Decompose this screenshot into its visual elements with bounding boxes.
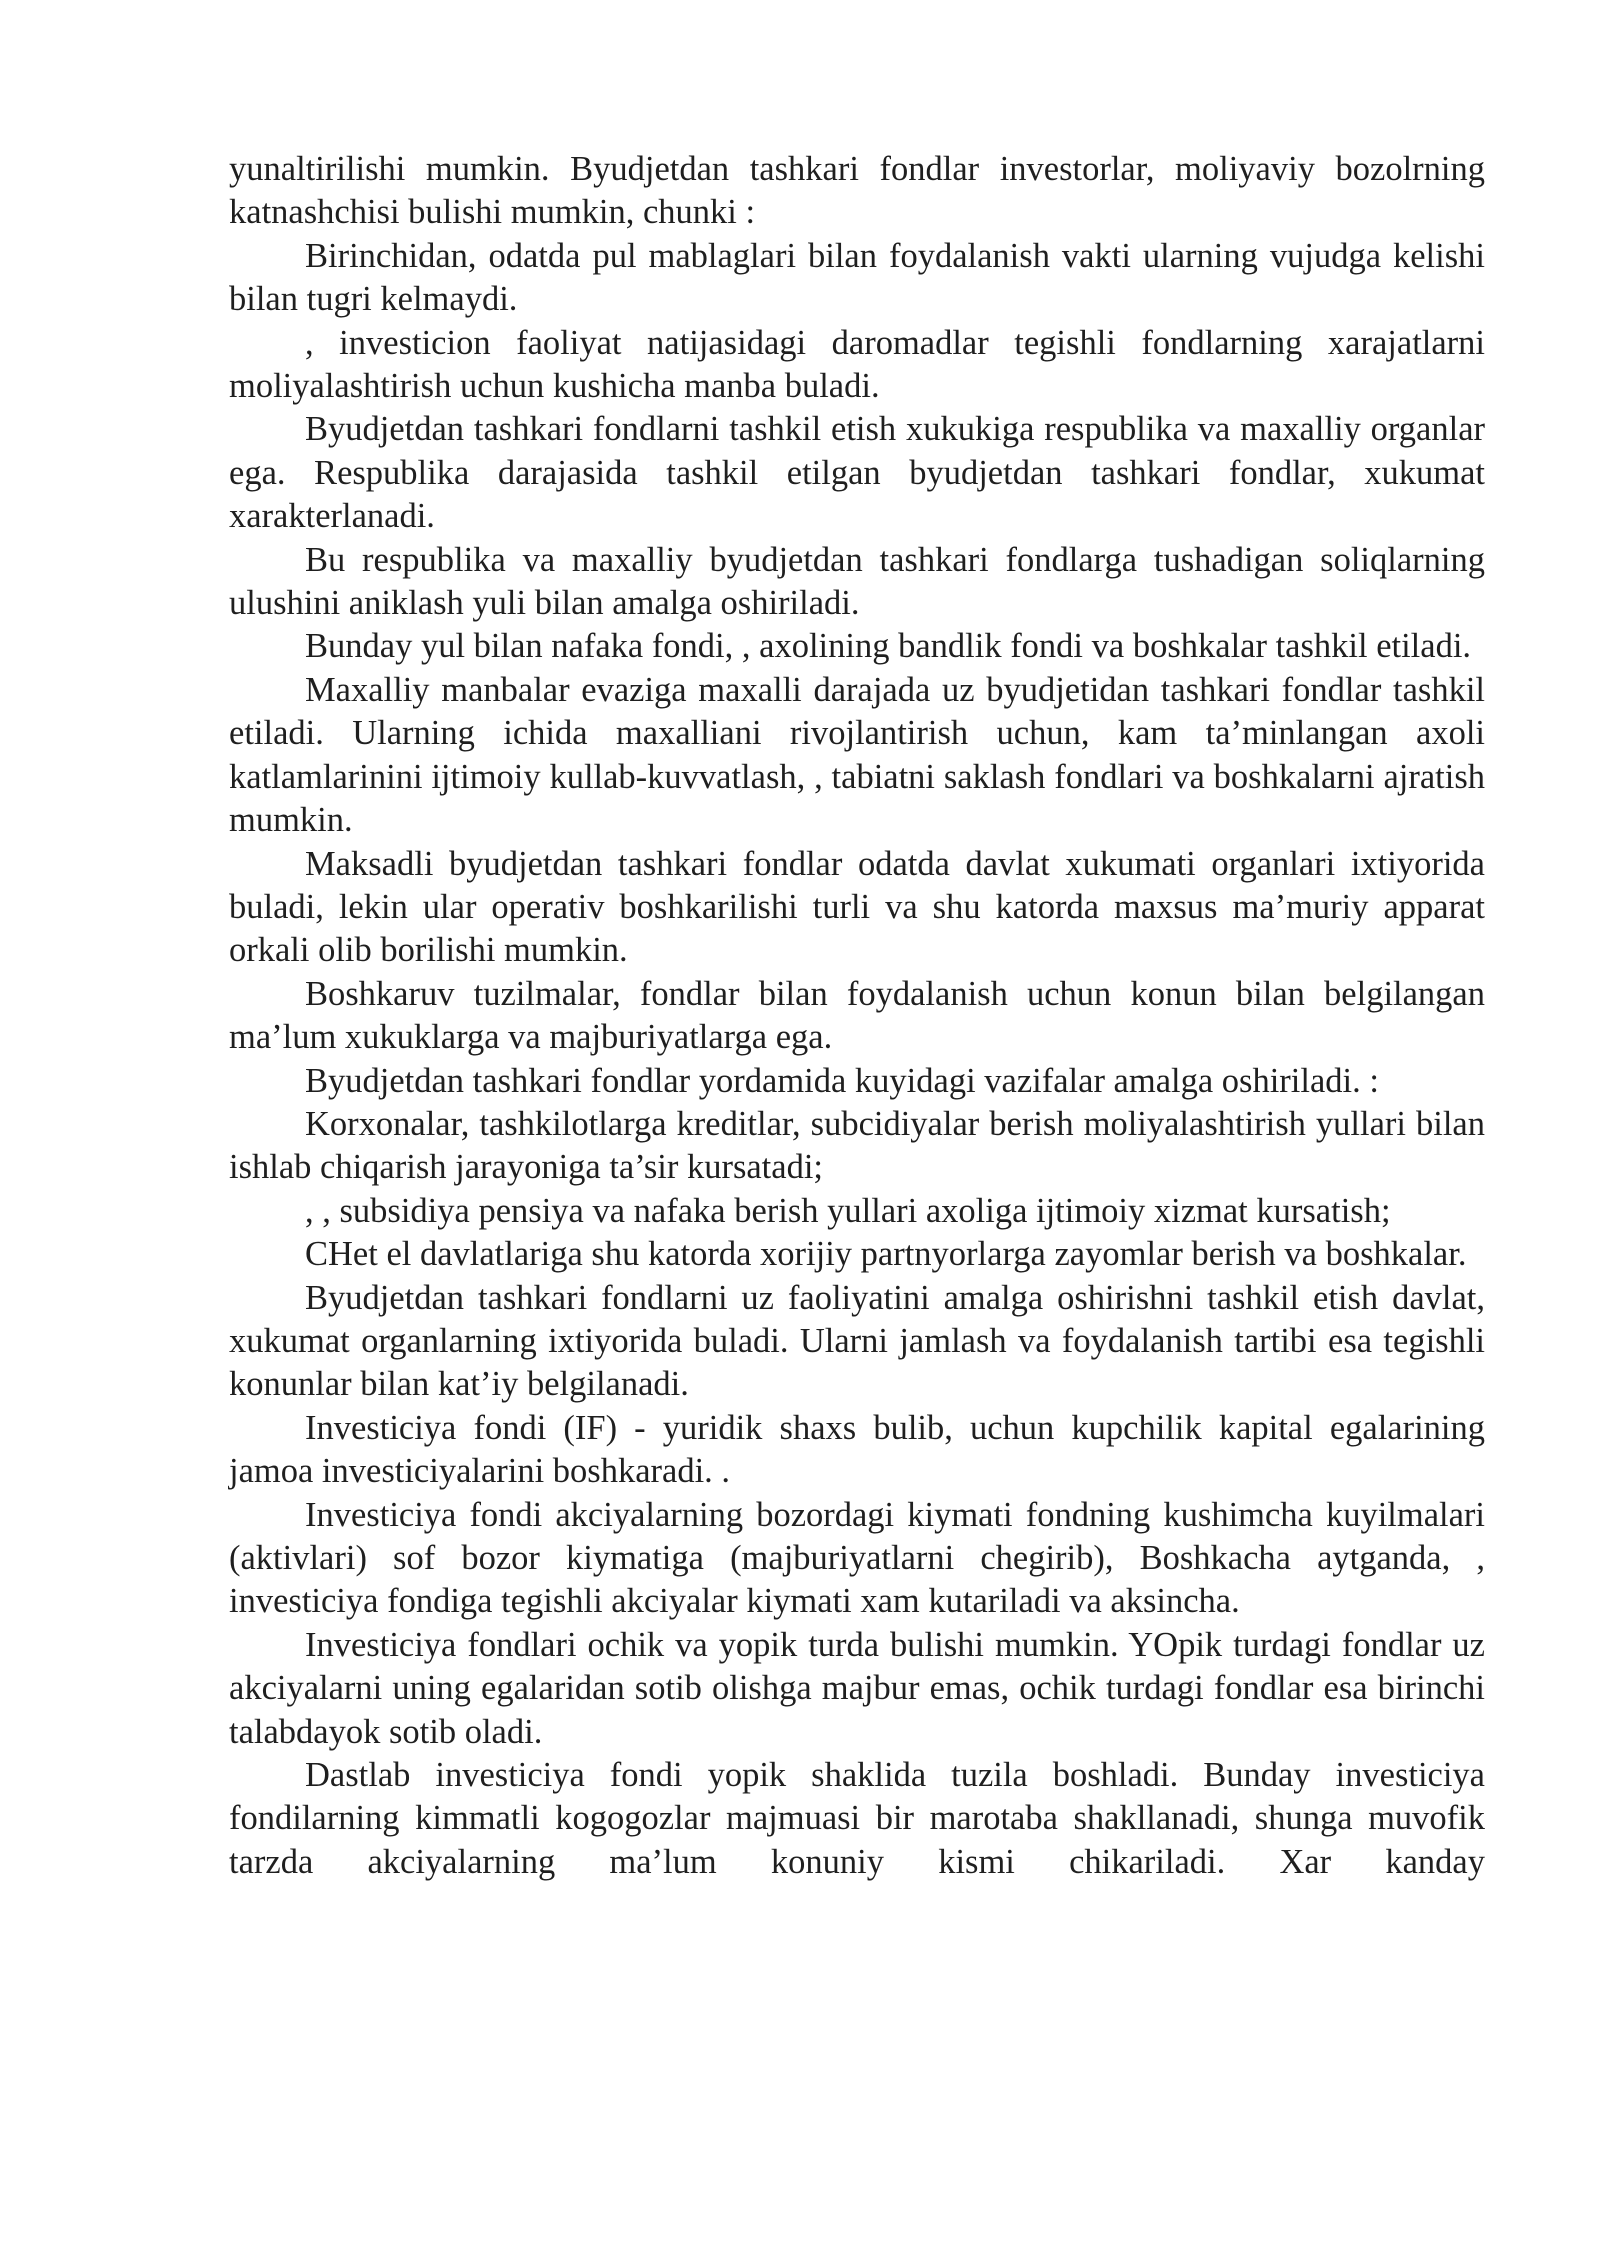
- paragraph-18: Dastlab investiciya fondi yopik shaklida tuzila boshladi. Bunday investiciya fondilarning kimmatli kogogozlar majmuasi bir marotaba shakllanadi, shunga muvofik tarzda akciyalarning ma’lum konuniy kismi chikariladi. Xar kanday: [229, 1756, 1485, 1881]
- paragraph-1: yunaltirilishi mumkin. Byudjetdan tashkari fondlar investorlar, moliyaviy bozolrning katnashchisi bulishi mumkin, chunki :: [229, 150, 1485, 232]
- paragraph-5: Bu respublika va maxalliy byudjetdan tashkari fondlarga tushadigan soliqlarning ulushini aniklash yuli bilan amalga oshiriladi.: [229, 540, 1485, 623]
- paragraph-14: Byudjetdan tashkari fondlarni uz faoliyatini amalga oshirishni tashkil etish davlat, xukumat organlarning ixtiyorida buladi. Ularni jamlash va foydalanish tartibi esa tegishli konunlar bilan kat’iy belgilanadi.: [229, 1278, 1485, 1404]
- paragraph-10: Byudjetdan tashkari fondlar yordamida kuyidagi vazifalar amalga oshiriladi. :: [305, 1061, 1379, 1100]
- paragraph-15: Investiciya fondi (IF) - yuridik shaxs bulib, uchun kupchilik kapital egalarining jamoa investiciyalarini boshkaradi. .: [229, 1408, 1485, 1491]
- paragraph-16: Investiciya fondi akciyalarning bozordagi kiymati fondning kushimcha kuyilmalari (aktivlari) sof bozor kiymatiga (majburiyatlarni chegirib), Boshkacha aytganda, , investiciya fondiga tegishli akciyalar kiymati xam kutariladi va aksincha.: [229, 1495, 1485, 1621]
- paragraph-7: Maxalliy manbalar evaziga maxalli darajada uz byudjetidan tashkari fondlar tashkil etiladi. Ularning ichida maxalliani rivojlantirish uchun, kam ta’minlangan axoli katlamlarinini ijtimoiy kullab-kuvvatlash, , tabiatni saklash fondlari va boshkalarni ajratish mumkin.: [229, 670, 1485, 840]
- paragraph-6: Bunday yul bilan nafaka fondi, , axolining bandlik fondi va boshkalar tashkil etiladi.: [305, 627, 1472, 666]
- paragraph-2: Birinchidan, odatda pul mablaglari bilan foydalanish vakti ularning vujudga kelishi bilan tugri kelmaydi.: [229, 236, 1485, 319]
- paragraph-3: , investicion faoliyat natijasidagi daromadlar tegishli fondlarning xarajatlarni moliyalashtirish uchun kushicha manba buladi.: [229, 323, 1485, 406]
- paragraph-11: Korxonalar, tashkilotlarga kreditlar, subcidiyalar berish moliyalashtirish yullari bilan ishlab chiqarish jarayoniga ta’sir kursatadi;: [229, 1104, 1485, 1187]
- paragraph-4: Byudjetdan tashkari fondlarni tashkil etish xukukiga respublika va maxalliy organlar ega. Respublika darajasida tashkil etilgan byudjetdan tashkari fondlar, xukumat xarakterlanadi.: [229, 410, 1485, 536]
- paragraph-17: Investiciya fondlari ochik va yopik turda bulishi mumkin. YOpik turdagi fondlar uz akciyalarni uning egalaridan sotib olishga majbur emas, ochik turdagi fondlar esa birinchi talabdayok sotib oladi.: [229, 1625, 1485, 1751]
- paragraph-13: CHet el davlatlariga shu katorda xorijiy partnyorlarga zayomlar berish va boshkalar.: [305, 1235, 1467, 1274]
- paragraph-9: Boshkaruv tuzilmalar, fondlar bilan foydalanish uchun konun bilan belgilangan ma’lum xukuklarga va majburiyatlarga ega.: [229, 974, 1485, 1057]
- document-page: [229, 148, 1485, 1884]
- paragraph-12: , , subsidiya pensiya va nafaka berish yullari axoliga ijtimoiy xizmat kursatish;: [305, 1191, 1391, 1230]
- paragraph-8: Maksadli byudjetdan tashkari fondlar odatda davlat xukumati organlari ixtiyorida buladi, lekin ular operativ boshkarilishi turli va shu katorda maxsus ma’muriy apparat orkali olib borilishi mumkin.: [229, 844, 1485, 970]
